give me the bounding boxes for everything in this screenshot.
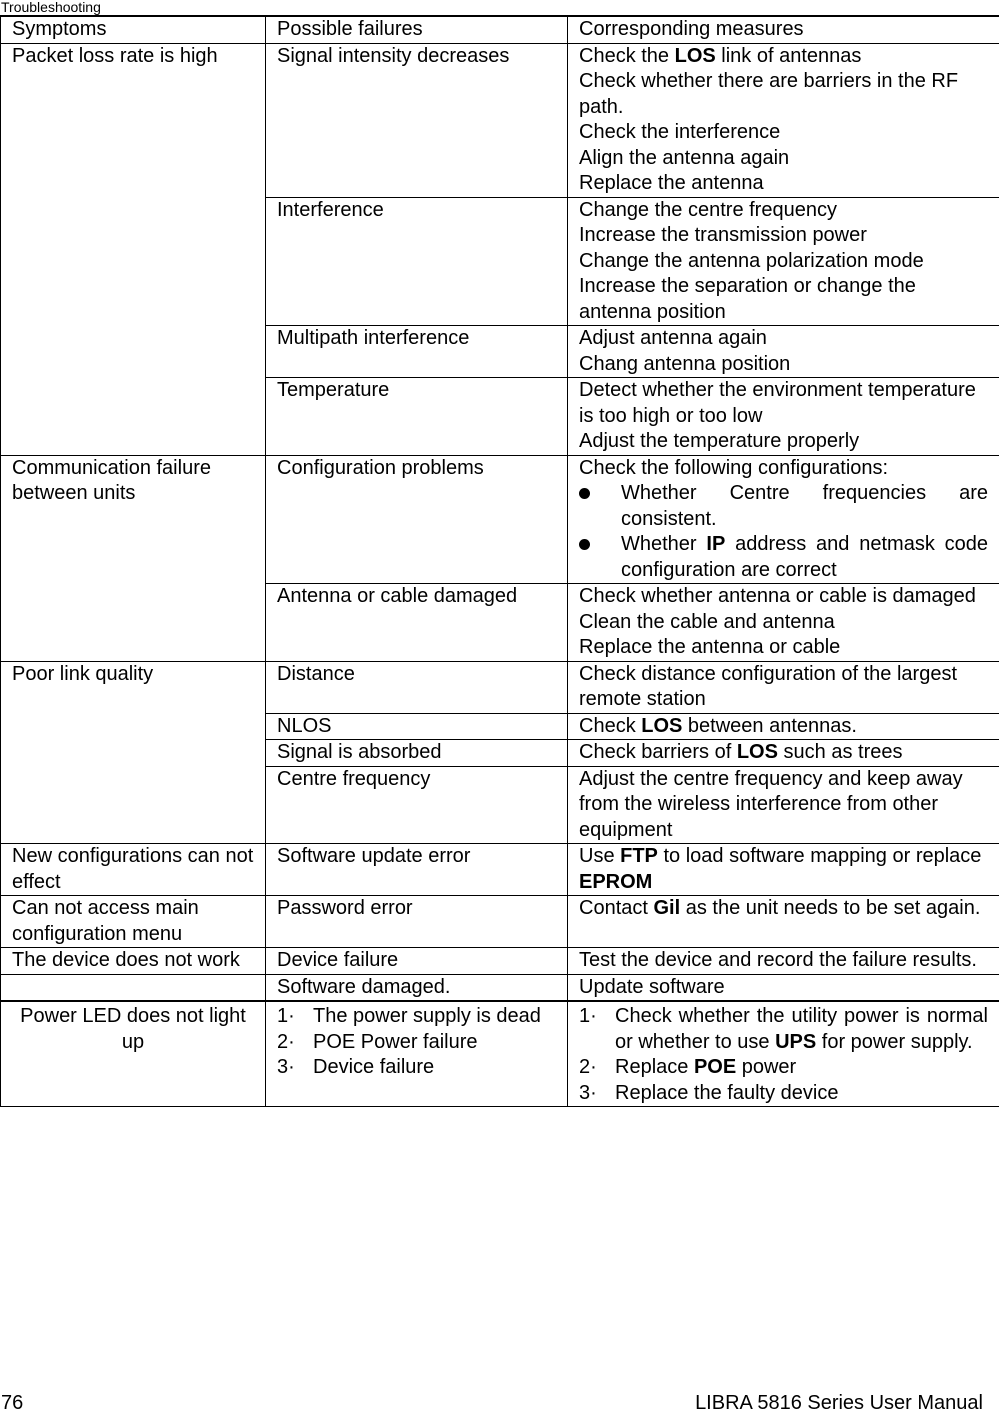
table-row	[1, 661, 999, 713]
failure-cell: Interference	[266, 197, 568, 326]
troubleshooting-table	[0, 16, 999, 1107]
measure-line: Change the antenna polarization mode	[579, 249, 988, 275]
symptom-cell: The device does not work	[1, 948, 266, 975]
failure-cell: Device failure	[266, 948, 568, 975]
measure-line: Check the LOS link of antennas	[579, 44, 988, 70]
measures-cell	[568, 1001, 999, 1107]
header-symptoms: Symptoms	[1, 17, 266, 44]
measure-line: Check the following configurations:	[579, 456, 988, 482]
measure-line: Change the centre frequency	[579, 198, 988, 224]
measure-item: 2· Replace POE power	[579, 1055, 988, 1081]
failure-cell: Password error	[266, 896, 568, 948]
symptom-cell	[1, 974, 266, 1001]
measure-item: 1· Check whether the utility power is normal or whether to use UPS for power supply.	[579, 1004, 988, 1055]
table-row	[1, 896, 999, 948]
failure-cell: Multipath interference	[266, 326, 568, 378]
measures-cell: Check distance configuration of the largest remote station	[568, 661, 999, 713]
measure-item: 3· Replace the faulty device	[579, 1081, 988, 1107]
failure-item: 1· The power supply is dead	[277, 1004, 556, 1030]
symptom-cell: Communication failure between units	[1, 455, 266, 661]
measures-cell: Use FTP to load software mapping or replace EPROM	[568, 844, 999, 896]
failure-item: 2· POE Power failure	[277, 1030, 556, 1056]
failure-cell	[266, 1001, 568, 1107]
measure-line: Check whether there are barriers in the RF path.	[579, 69, 988, 120]
measure-line: Clean the cable and antenna	[579, 610, 988, 636]
measures-cell	[568, 197, 999, 326]
measures-cell: Adjust the centre frequency and keep away from the wireless interference from other equipment	[568, 766, 999, 844]
measures-cell: Contact Gil as the unit needs to be set again.	[568, 896, 999, 948]
measures-cell	[568, 455, 999, 584]
failure-item: 3· Device failure	[277, 1055, 556, 1081]
failure-cell: Signal intensity decreases	[266, 43, 568, 197]
measures-cell: Check barriers of LOS such as trees	[568, 740, 999, 767]
table-row	[1, 844, 999, 896]
measures-cell: Check LOS between antennas.	[568, 713, 999, 740]
table-row	[1, 1001, 999, 1107]
measures-cell: Update software	[568, 974, 999, 1001]
running-header: Troubleshooting	[1, 0, 101, 15]
measure-line: Check the interference	[579, 120, 988, 146]
measure-line: Increase the separation or change the antenna position	[579, 274, 988, 325]
bullet-item: Whether Centre frequencies are consistent.	[579, 481, 988, 532]
table-row	[1, 43, 999, 197]
bullet-dot-icon	[579, 539, 590, 550]
header-possible-failures: Possible failures	[266, 17, 568, 44]
manual-title: LIBRA 5816 Series User Manual	[695, 1393, 983, 1413]
measure-line: Detect whether the environment temperature is too high or too low	[579, 378, 988, 429]
table-row	[1, 974, 999, 1001]
failure-cell: Centre frequency	[266, 766, 568, 844]
measure-line: Adjust antenna again	[579, 326, 988, 352]
measures-cell	[568, 326, 999, 378]
bullet-dot-icon	[579, 488, 590, 499]
failure-cell: Software damaged.	[266, 974, 568, 1001]
measure-line: Increase the transmission power	[579, 223, 988, 249]
failure-cell: Antenna or cable damaged	[266, 584, 568, 662]
measure-line: Check whether antenna or cable is damaged	[579, 584, 988, 610]
symptom-cell: Poor link quality	[1, 661, 266, 844]
failure-cell: NLOS	[266, 713, 568, 740]
measures-cell	[568, 43, 999, 197]
bullet-item: Whether IP address and netmask code configuration are correct	[579, 532, 988, 583]
table-header-row	[1, 17, 999, 44]
failure-cell: Signal is absorbed	[266, 740, 568, 767]
page-number: 76	[1, 1393, 23, 1413]
measure-line: Chang antenna position	[579, 352, 988, 378]
measures-cell: Test the device and record the failure results.	[568, 948, 999, 975]
measures-cell	[568, 584, 999, 662]
symptom-cell: Power LED does not light up	[1, 1001, 266, 1107]
failure-cell: Temperature	[266, 378, 568, 456]
measure-line: Align the antenna again	[579, 146, 988, 172]
failure-cell: Distance	[266, 661, 568, 713]
failure-cell: Software update error	[266, 844, 568, 896]
measures-cell	[568, 378, 999, 456]
measure-line: Replace the antenna	[579, 171, 988, 197]
measure-line: Adjust the temperature properly	[579, 429, 988, 455]
header-corresponding-measures: Corresponding measures	[568, 17, 999, 44]
table-row	[1, 948, 999, 975]
symptom-cell: Packet loss rate is high	[1, 43, 266, 455]
symptom-cell: Can not access main configuration menu	[1, 896, 266, 948]
failure-cell: Configuration problems	[266, 455, 568, 584]
measure-line: Replace the antenna or cable	[579, 635, 988, 661]
symptom-cell: New configurations can not effect	[1, 844, 266, 896]
table-row	[1, 455, 999, 584]
